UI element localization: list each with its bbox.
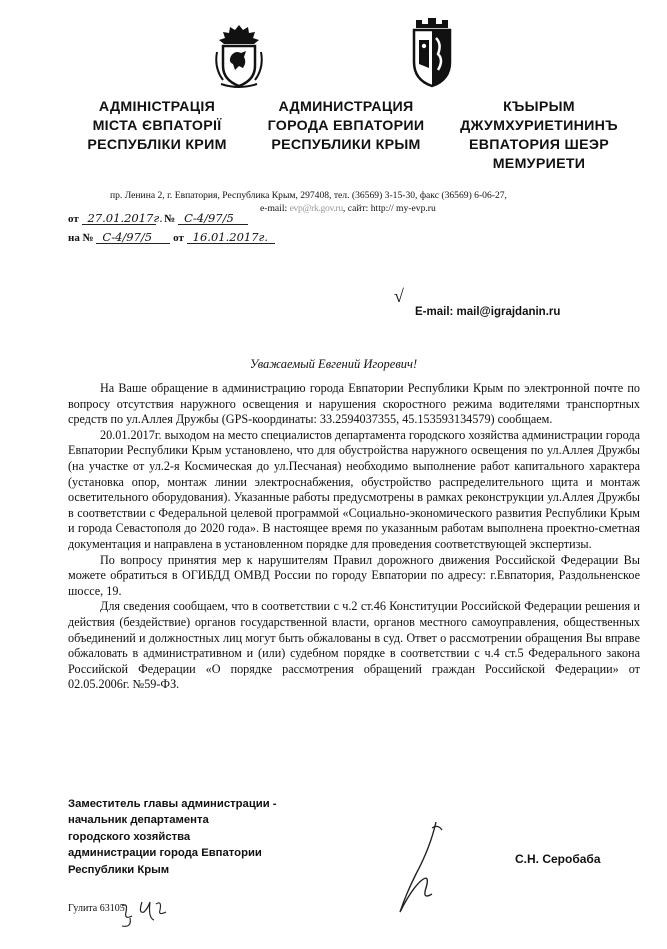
header-crimean-tatar-line: ЕВПАТОРИЯ ШЕЭР (468, 137, 610, 153)
site-text: , сайт: http:// my-evp.ru (342, 203, 436, 214)
body-paragraph: 20.01.2017г. выходом на место специалистов департамента городского хозяйства администрации города Евпатории Республики Крым установлено, что для обустройства наружного освещения по ул.Аллея Дружбы (на участке от ул.2-я Космическая до ул.Песчаная) необходимо выполнение работ капитального характера (установка опор, монтаж линии электроснабжения, обустройство распределительного щита и монтаж осветительного оборудования). Указанные работы предусмотрены в рамках реконструкции ул.Аллея Дружбы в соответствии с Федеральной целевой программой «Социально-экономического развития Республики Крым и города Севастополя до 2020 года». В настоящее время по указанным работам выполнена проектно-сметная документация и направлена в установленном порядке для проведения соответствующей экспертизы. (68, 427, 640, 551)
signatory-position (68, 796, 277, 878)
position-line: начальник департамента (68, 814, 209, 827)
address-line: пр. Ленина 2, г. Евпатория, Республика Крым, 297408, тел. (36569) 3-15-30, факс (36569) 6-06-27, (110, 190, 507, 201)
header-ukrainian-line: АДМІНІСТРАЦІЯ (98, 99, 216, 115)
ref-from-label: от (173, 232, 184, 244)
ref-date: 16.01.2017г. (187, 231, 275, 244)
outgoing-registration (68, 212, 248, 225)
header-russian-line: РЕСПУБЛИКИ КРЫМ (271, 137, 421, 153)
body-paragraph: Для сведения сообщаем, что в соответствии с ч.2 ст.46 Конституции Российской Федерации решения и действия (бездействие) органов государственной власти, органов местного самоуправления, общественных объединений и должностных лиц могут быть обжалованы в суд. Ответ о рассмотрении обращения Вы вправе обжаловать в административном и (или) судебном порядке в соответствии с ч.4 ст.5 Федерального закона Российской Федерации «О порядке рассмотрения обращений граждан Российской Федерации» от 02.05.2006г. №59-ФЗ. (68, 599, 640, 692)
greeting: Уважаемый Евгений Игоревич! (249, 357, 418, 371)
position-line: городского хозяйства (68, 830, 191, 843)
header-ukrainian-line: РЕСПУБЛІКИ КРИМ (87, 137, 227, 153)
body-paragraph: По вопросу принятия мер к нарушителям Правил дорожного движения Российской Федерации Вы можете обратиться в ОГИБДД ОМВД России по городу Евпатории по адресу: г.Евпатория, Раздольненское шоссе, 19. (68, 552, 640, 598)
handwritten-checkmark: √ (394, 286, 404, 306)
recipient-email: E-mail: mail@igrajdanin.ru (415, 306, 561, 318)
letter-body (68, 381, 640, 693)
header-crimean-tatar (450, 98, 628, 174)
body-paragraph: На Ваше обращение в администрацию города Евпатории Республики Крым по электронной почте по вопросу отсутствия наружного освещения и нарушения скоростного режима водителями транспортных средств по ул.Аллея Дружбы (GPS-координаты: 33.2594037355, 45.153593134579) сообщаем. (68, 381, 640, 427)
signatory-name: С.Н. Серобаба (515, 852, 601, 866)
incoming-reference (68, 231, 275, 244)
header-crimean-tatar-line: ДЖУМХУРИЕТИНИНЪ (460, 118, 618, 134)
header-ukrainian (72, 98, 242, 155)
header-russian-line: АДМИНИСТРАЦИЯ (278, 99, 414, 115)
outgoing-date: 27.01.2017г. (82, 212, 156, 225)
handwritten-initials (118, 898, 170, 932)
position-line: администрации города Евпатории (68, 847, 262, 860)
executor-note: Гулита 63105 (68, 903, 125, 914)
ref-number: С-4/97/5 (96, 231, 170, 244)
from-label: от (68, 213, 79, 225)
email-blurred: evp@rk.gov.ru (289, 203, 343, 214)
crimea-coat-of-arms-emblem (213, 22, 265, 90)
evpatoria-coat-of-arms-emblem (408, 16, 456, 88)
ref-label: на № (68, 232, 94, 244)
header-ukrainian-line: МІСТА ЄВПАТОРІЇ (92, 118, 222, 134)
handwritten-signature (392, 818, 452, 918)
outgoing-number: С-4/97/5 (178, 212, 248, 225)
header-russian (254, 98, 438, 155)
header-russian-line: ГОРОДА ЕВПАТОРИИ (267, 118, 425, 134)
number-label: № (164, 213, 176, 225)
header-crimean-tatar-line: МЕМУРИЕТИ (492, 156, 586, 172)
header-crimean-tatar-line: КЪЫРЫМ (503, 99, 575, 115)
position-line: Республики Крым (68, 863, 170, 876)
email-label: e-mail: (260, 203, 288, 214)
position-line: Заместитель главы администрации - (68, 798, 277, 810)
